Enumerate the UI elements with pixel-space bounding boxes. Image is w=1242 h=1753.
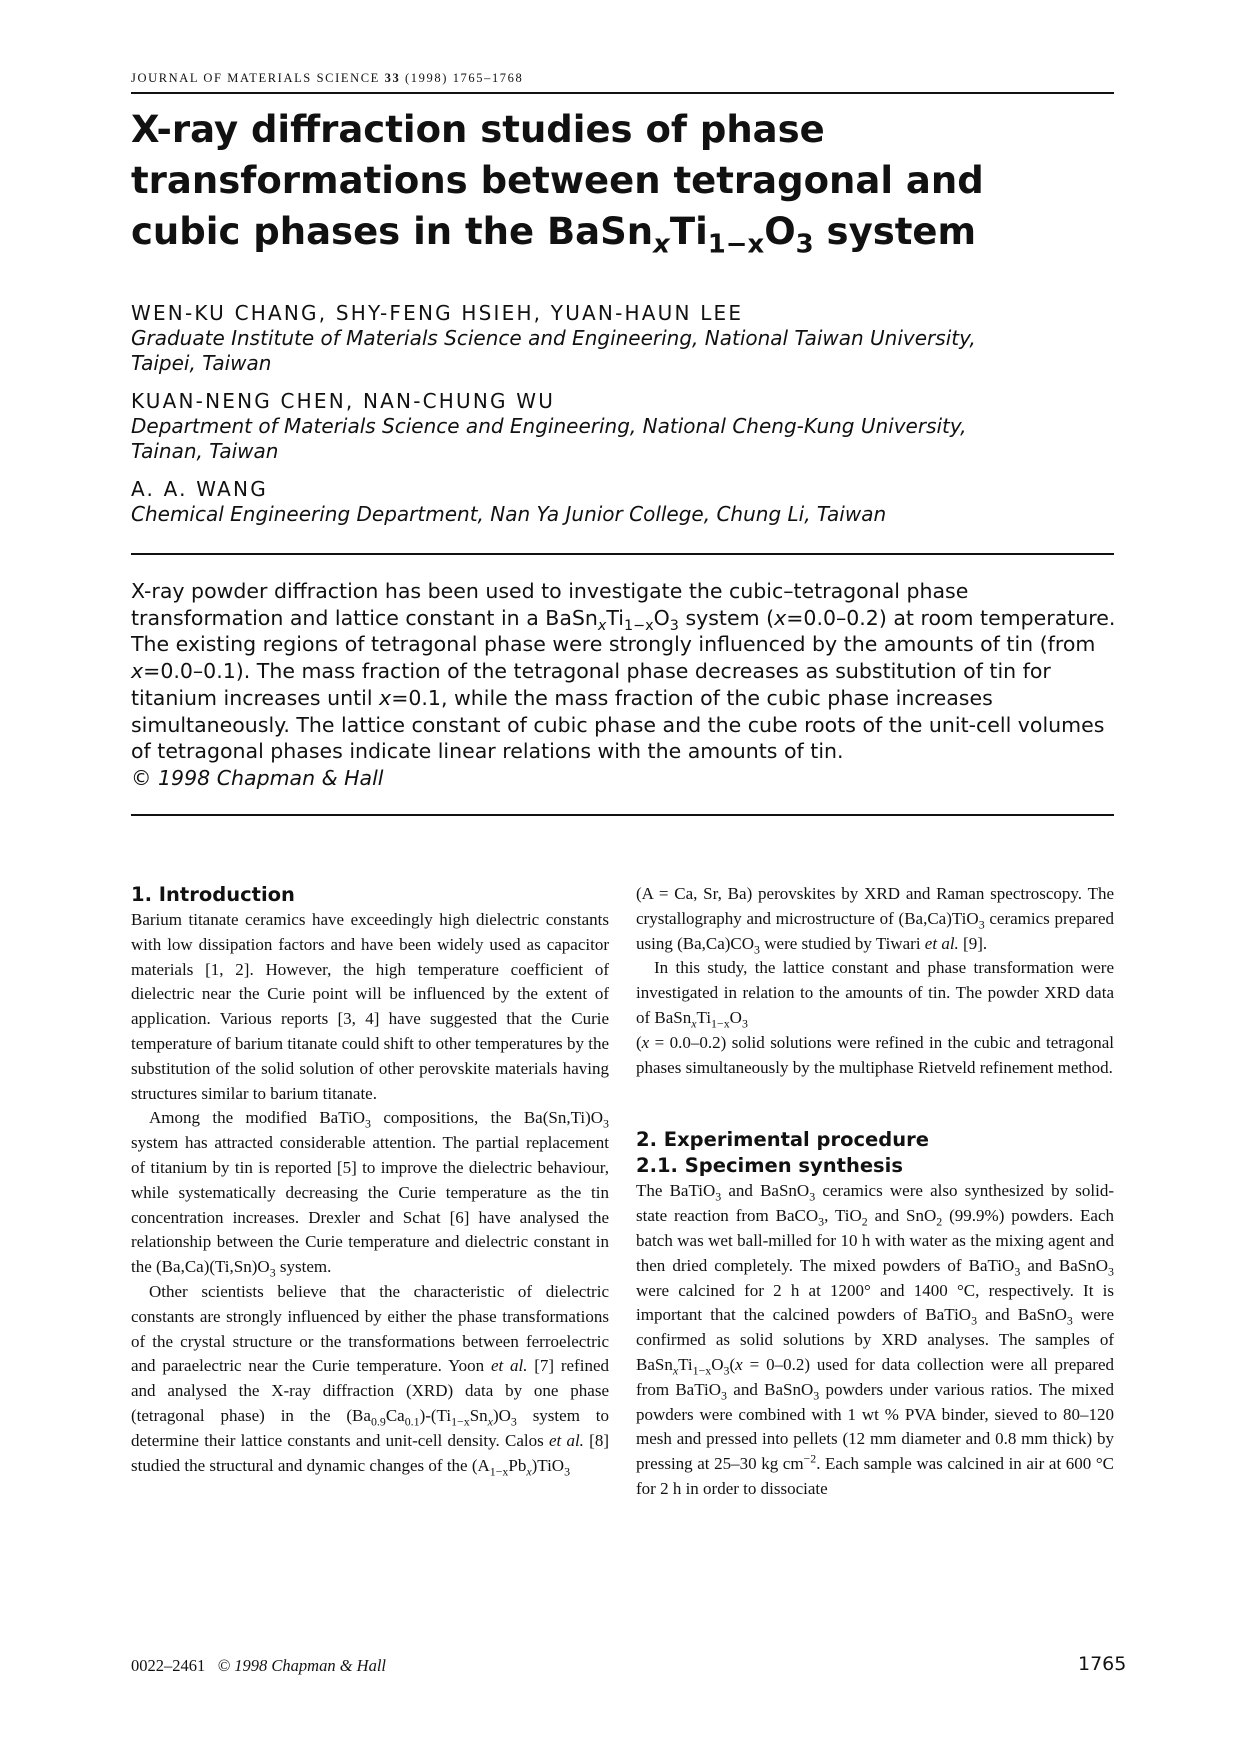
intro-paragraph-2: Among the modified BaTiO$_3$ compositions, the $Ba(Sn,Ti)O_3$ system has attracted considerable attention. The partial replacement of titanium by tin is reported [5] to improve the dielectric behaviour, while systematically decreasing the Curie temperature as the tin concentration increases. Drexler and Schat [6] have analysed the relationship between the Curie temperature and dielectric constant in the $(Ba,Ca)(Ti,Sn)O_3$ system.	[131, 1108, 609, 1280]
author-group-3: A. A. WANG	[131, 477, 268, 501]
title-line-3: cubic phases in the $BaSn_xTi_{1-x}O_3$ system	[131, 210, 977, 260]
affiliation-1: Graduate Institute of Materials Science and Engineering, National Taiwan University, Taipei, Taiwan	[131, 326, 976, 375]
intro-paragraph-1: Barium titanate ceramics have exceedingly high dielectric constants with low dissipation factors and have been widely used as capacitor materials [1, 2]. However, the high temperature coefficient of dielectric near the Curie point will be influenced by the extent of application. Various reports [3, 4] have suggested that the Curie temperature of barium titanate could shift to other temperatures by the substitution of the solid solution of other perovskite materials having structures similar to barium titanate.	[131, 910, 609, 1103]
running-head	[131, 71, 523, 86]
footer-issn-copyright	[131, 1656, 386, 1676]
title-line-1: X-ray diffraction studies of phase	[131, 108, 825, 151]
abstract-text: X-ray powder diffraction has been used to investigate the cubic–tetragonal phase transformation and lattice constant in a $BaSn_xTi_{1-x}O_3$ system (x=0.0–0.2) at room temperature. The existing regions of tetragonal phase were strongly influenced by the amounts of tin (from x=0.0–0.1). The mass fraction of the tetragonal phase decreases as substitution of tin for titanium increases until x=0.1, while the mass fraction of the cubic phase increases simultaneously. The lattice constant of cubic phase and the cube roots of the unit-cell volumes of tetragonal phases indicate linear relations with the amounts of tin. © 1998 Chapman & Hall	[131, 579, 1116, 790]
section-2-1-subheading: 2.1. Specimen synthesis	[636, 1154, 903, 1178]
abstract-copyright: © 1998 Chapman & Hall	[131, 765, 384, 790]
author-group-2: KUAN-NENG CHEN, NAN-CHUNG WU	[131, 389, 556, 413]
section-1-heading: 1. Introduction	[131, 883, 295, 906]
abstract	[131, 578, 1116, 792]
issn: 0022–2461	[131, 1656, 206, 1675]
right-column	[636, 882, 1114, 1502]
synthesis-paragraph: The BaTiO$_3$ and BaSnO$_3$ ceramics were also synthesized by solid-state reaction from BaCO$_3$, TiO$_2$ and SnO$_2$ (99.9%) powders. Each batch was wet ball-milled for 10 h with water as the mixing agent and then dried completely. The mixed powders of BaTiO$_3$ and BaSnO$_3$ were calcined for 2 h at 1200° and 1400 °C, respectively. It is important that the calcined powders of BaTiO$_3$ and BaSnO$_3$ were confirmed as solid solutions by XRD analyses. The samples of $BaSn_xTi_{1-x}O_3(x = 0-0.2)$ used for data collection were all prepared from BaTiO$_3$ and BaSnO$_3$ powders under various ratios. The mixed powders were combined with 1 wt % PVA binder, sieved to 80–120 mesh and pressed into pellets (12 mm diameter and 0.8 mm thick) by pressing at 25–30 kg $cm^{-2}$. Each sample was calcined in air at 600 °C for 2 h in order to dissociate	[636, 1181, 1115, 1498]
footer-copyright: © 1998 Chapman & Hall	[217, 1656, 387, 1675]
intro-paragraph-3: Other scientists believe that the characteristic of dielectric constants are strongly influenced by either the phase transformations of the crystal structure or the transformations between ferroelectric and paraelectric near the Curie temperature. Yoon et al. [7] refined and analysed the X-ray diffraction (XRD) data by one phase (tetragonal phase) in the $(Ba_{0.9}Ca_{0.1})-(Ti_{1-x}Sn_x)O_3$ system to determine their lattice constants and unit-cell density. Calos et al. [8] studied the structural and dynamic changes of the $(A_{1-x}Pb_x)TiO_3$	[131, 1281, 609, 1478]
intro-paragraph-3-cont: (A = Ca, Sr, Ba) perovskites by XRD and Raman spectroscopy. The crystallography and microstructure of (Ba,Ca)TiO$_3$ ceramics prepared using $(Ba,Ca)CO_3$ were studied by Tiwari et al. [9].	[636, 884, 1114, 956]
article-title	[131, 104, 1031, 260]
abstract-top-rule	[131, 553, 1114, 555]
author-group-1: WEN-KU CHANG, SHY-FENG HSIEH, YUAN-HAUN LEE	[131, 301, 744, 325]
year-pages: (1998) 1765–1768	[405, 71, 524, 85]
journal-name: JOURNAL OF MATERIALS SCIENCE	[131, 71, 380, 85]
header-rule	[131, 92, 1114, 94]
affiliation-3: Chemical Engineering Department, Nan Ya Junior College, Chung Li, Taiwan	[131, 502, 887, 526]
page-number: 1765	[1078, 1653, 1127, 1675]
left-column	[131, 882, 609, 1478]
affiliation-2: Department of Materials Science and Engineering, National Cheng-Kung University, Tainan, Taiwan	[131, 414, 967, 463]
volume-number: 33	[384, 71, 401, 85]
title-line-2: transformations between tetragonal and	[131, 159, 984, 202]
intro-paragraph-4: In this study, the lattice constant and phase transformation were investigated in relation to the amounts of tin. The powder XRD data of $BaSn_xTi_{1-x}O_3$ (x = 0.0–0.2) solid solutions were refined in the cubic and tetragonal phases simultaneously by the multiphase Rietveld refinement method.	[636, 958, 1114, 1077]
section-gap	[636, 1080, 1114, 1127]
abstract-bottom-rule	[131, 814, 1114, 816]
section-2-heading: 2. Experimental procedure	[636, 1128, 929, 1152]
